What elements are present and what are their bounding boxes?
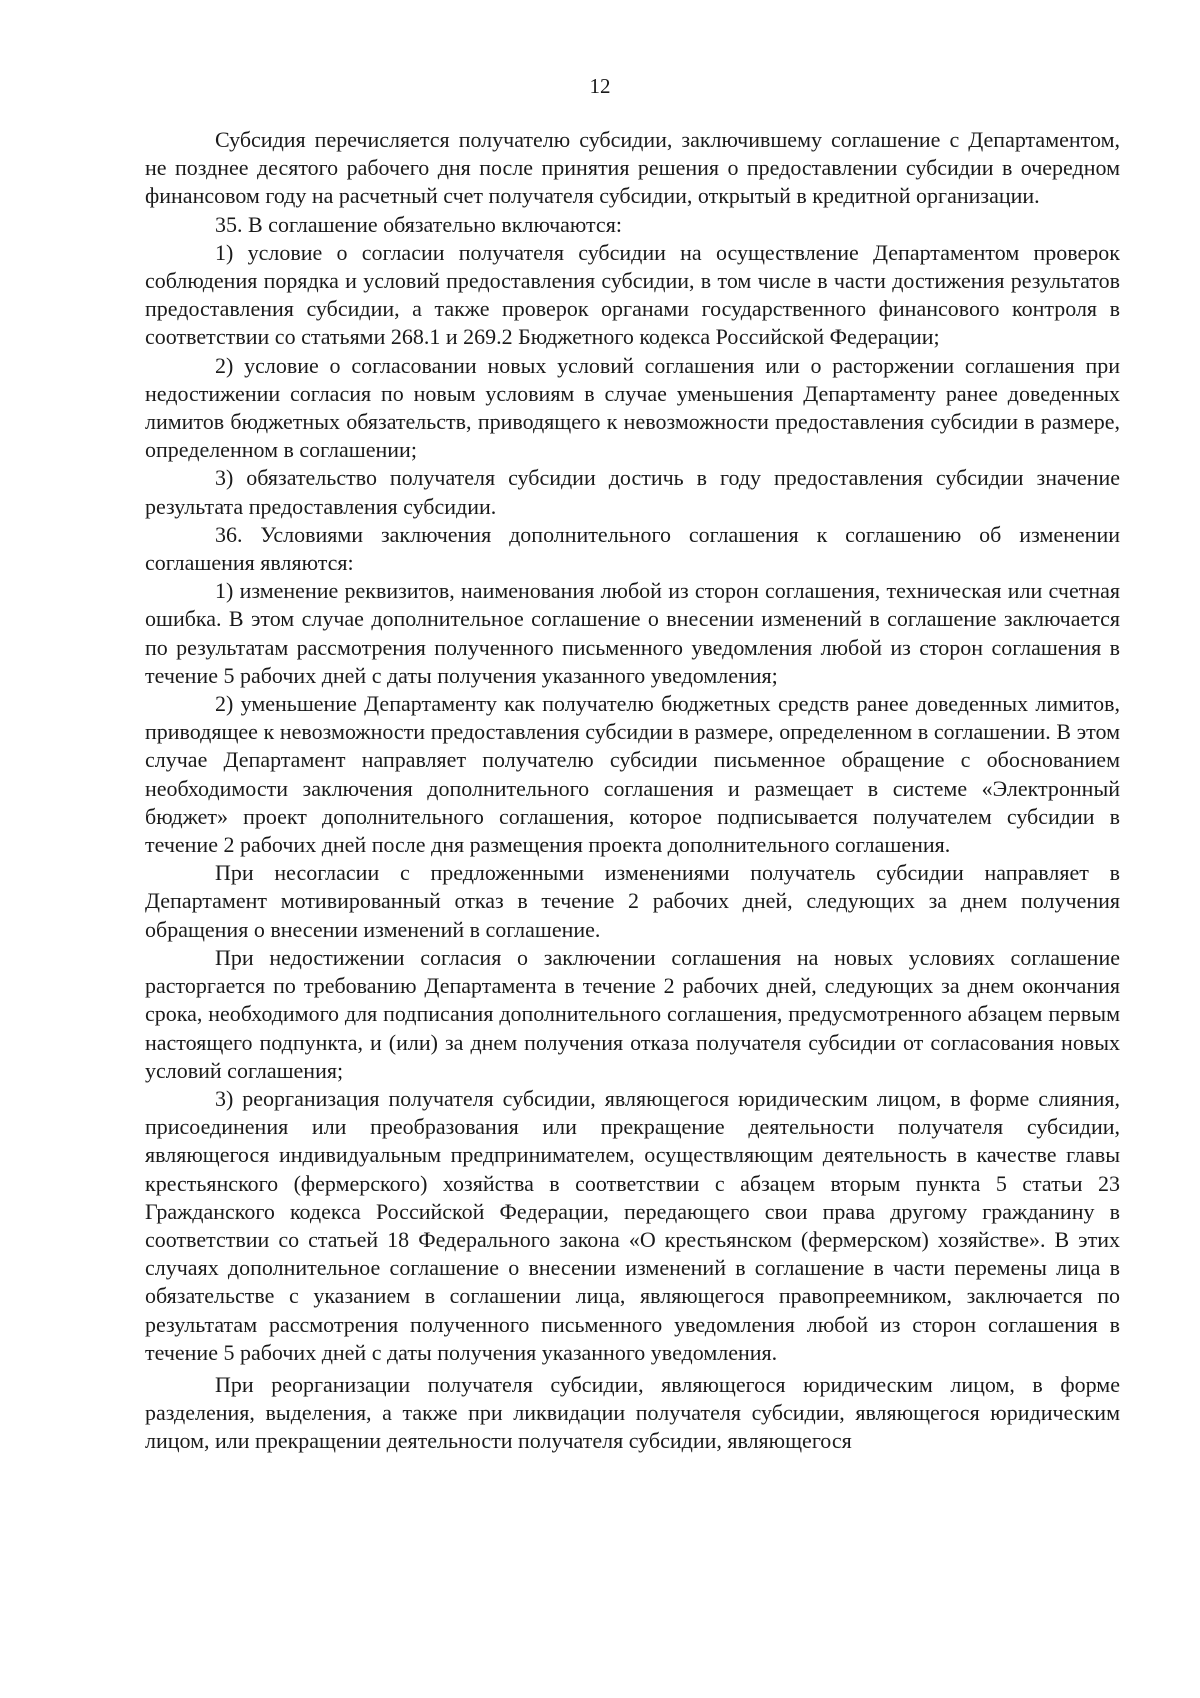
paragraph-subsidy-transfer: Субсидия перечисляется получателю субсидии, заключившему соглашение с Департаментом, не позднее десятого рабочего дня после принятия решения о предоставлении субсидии в очередном финансовом году на расчетный счет получателя субсидии, открытый в кредитной организации. [145,127,1120,209]
document-body [145,126,1120,1456]
paragraph-disagreement: При несогласии с предложенными изменениями получатель субсидии направляет в Департамент мотивированный отказ в течение 2 рабочих дней, следующих за днем получения обращения о внесении изменений в соглашение. [145,860,1120,942]
paragraph-35-item-1: 1) условие о согласии получателя субсидии на осуществление Департаментом проверок соблюдения порядка и условий предоставления субсидии, в том числе в части достижения результатов предоставления субсидии, а также проверок органами государственного финансового контроля в соответствии со статьями 268.1 и 269.2 Бюджетного кодекса Российской Федерации; [145,239,1120,350]
paragraph-36-heading: 36. Условиями заключения дополнительного соглашения к соглашению об изменении соглашения являются: [145,521,1120,576]
paragraph-reorganization: При реорганизации получателя субсидии, являющегося юридическим лицом, в форме разделения, выделения, а также при ликвидации получателя субсидии, являющегося юридическим лицом, или прекращении деятельности получателя субсидии, являющегося [145,1371,1120,1454]
paragraph-35-item-2: 2) условие о согласовании новых условий соглашения или о расторжении соглашения при недостижении согласия по новым условиям в случае уменьшения Департаменту ранее доведенных лимитов бюджетных обязательств, приводящего к невозможности предоставления субсидии в размере, определенном в соглашении; [145,352,1120,463]
paragraph-35-item-3: 3) обязательство получателя субсидии достичь в году предоставления субсидии значение результата предоставления субсидии. [145,465,1120,519]
page-number: 12 [589,74,611,98]
paragraph-36-item-3: 3) реорганизация получателя субсидии, являющегося юридическим лицом, в форме слияния, присоединения или преобразования или прекращение деятельности получателя субсидии, являющегося индивидуальным предпринимателем, осуществляющим деятельность в качестве главы крестьянского (фермерского) хозяйства в соответствии с абзацем вторым пункта 5 статьи 23 Гражданского кодекса Российской Федерации, передающего свои права другому гражданину в соответствии со статьей 18 Федерального закона «О крестьянском (фермерском) хозяйстве». В этих случаях дополнительное соглашение о внесении изменений в соглашение в части перемены лица в обязательстве с указанием в соглашении лица, являющегося правопреемником, заключается по результатам рассмотрения полученного письменного уведомления любой из сторон соглашения в течение 5 рабочих дней с даты получения указанного уведомления. [145,1085,1120,1365]
paragraph-no-agreement: При недостижении согласия о заключении соглашения на новых условиях соглашение расторгается по требованию Департамента в течение 2 рабочих дней, следующих за днем окончания срока, необходимого для подписания дополнительного соглашения, предусмотренного абзацем первым настоящего подпункта, и (или) за днем получения отказа получателя субсидии от согласования новых условий соглашения; [145,944,1120,1083]
paragraph-36-item-1: 1) изменение реквизитов, наименования любой из сторон соглашения, техническая или счетная ошибка. В этом случае дополнительное соглашение о внесении изменений в соглашение заключается по результатам рассмотрения полученного письменного уведомления любой из сторон соглашения в течение 5 рабочих дней с даты получения указанного уведомления; [145,578,1120,688]
paragraph-35-heading: 35. В соглашение обязательно включаются: [215,211,622,237]
paragraph-36-item-2: 2) уменьшение Департаменту как получателю бюджетных средств ранее доведенных лимитов, приводящее к невозможности предоставления субсидии в размере, определенном в соглашении. В этом случае Департамент направляет получателю субсидии письменное обращение с обоснованием необходимости заключения дополнительного соглашения и размещает в системе «Электронный бюджет» проект дополнительного соглашения, которое подписывается получателем субсидии в течение 2 рабочих дней после дня размещения проекта дополнительного соглашения. [145,691,1120,858]
